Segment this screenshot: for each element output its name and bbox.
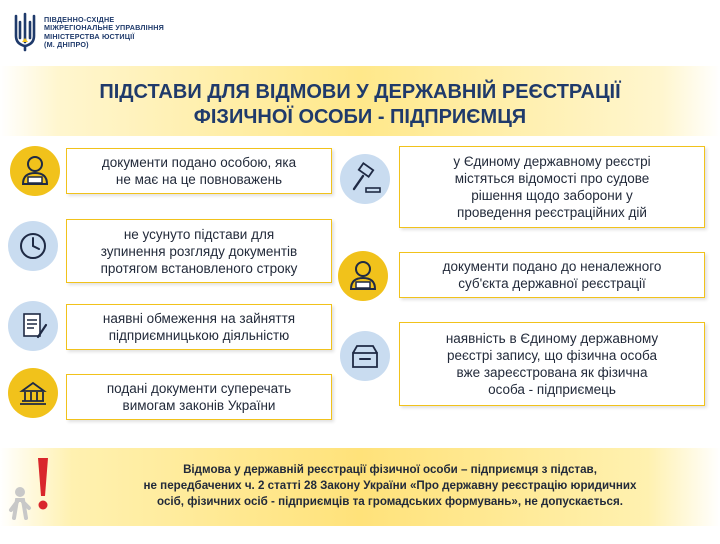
reason-line: зупинення розгляду документів xyxy=(100,243,298,259)
reason-box-business-restrictions xyxy=(66,304,332,350)
reason-line: у Єдиному державному реєстрі xyxy=(453,154,651,169)
reason-line: особа - підприємець xyxy=(488,382,616,397)
reason-line: підприємницькою діяльністю xyxy=(108,328,290,343)
reason-line: реєстрі запису, що фізична особа xyxy=(447,348,657,363)
reason-line: містяться відомості про судове xyxy=(454,171,650,186)
reason-line: не має на це повноважень xyxy=(115,172,283,187)
reason-line: наявність в Єдиному державному xyxy=(445,331,659,346)
reason-box-already-registered xyxy=(399,322,705,406)
person-icon xyxy=(10,146,60,196)
footer-line: Відмова у державній реєстрації фізичної особи – підприємця з підстав, xyxy=(183,463,597,476)
reason-box-court-decision-ban xyxy=(399,146,705,228)
title-line: ПІДСТАВИ ДЛЯ ВІДМОВИ У ДЕРЖАВНІЙ РЕЄСТРАЦІЇ xyxy=(99,81,621,103)
clock-icon xyxy=(8,221,58,271)
reason-line: вже зареєстрована як фізична xyxy=(456,365,648,380)
person-exclamation-icon xyxy=(8,452,58,522)
page-title xyxy=(0,80,720,130)
trident-icon xyxy=(12,12,38,52)
reason-line: суб'єкта державної реєстрації xyxy=(458,276,646,291)
title-line: ФІЗИЧНОЇ ОСОБИ - ПІДПРИЄМЦЯ xyxy=(193,106,527,128)
organization-name xyxy=(44,16,164,50)
reason-line: проведення реєстраційних дій xyxy=(457,205,647,220)
archive-icon xyxy=(340,331,390,381)
header xyxy=(0,0,720,64)
reason-line: подані документи суперечать xyxy=(106,381,292,396)
reason-line: наявні обмеження на зайняття xyxy=(102,311,296,326)
gavel-icon xyxy=(340,154,390,204)
reason-box-documents-contradict-laws xyxy=(66,374,332,420)
reason-box-wrong-registration-subject xyxy=(399,252,705,298)
reason-line: вимогам законів України xyxy=(122,398,276,413)
reason-box-suspension-not-removed xyxy=(66,219,332,283)
footer-line: не передбачених ч. 2 статті 28 Закону України «Про державну реєстрацію юридичних xyxy=(143,479,637,492)
footer-line: осіб, фізичних осіб - підприємців та громадських формувань», не допускається. xyxy=(157,495,623,508)
org-line: (М. ДНІПРО) xyxy=(44,40,89,50)
person-icon xyxy=(338,251,388,301)
reason-line: протягом встановленого строку xyxy=(100,260,298,276)
org-line: МІЖРЕГІОНАЛЬНЕ УПРАВЛІННЯ xyxy=(44,23,164,33)
org-line: МІНІСТЕРСТВА ЮСТИЦІЇ xyxy=(44,31,135,41)
reason-box-unauthorized-person xyxy=(66,148,332,194)
document-pen-icon xyxy=(8,301,58,351)
footer-note xyxy=(70,462,710,510)
reason-line: документи подано до неналежного xyxy=(442,259,662,274)
reason-line: рішення щодо заборони у xyxy=(471,188,633,203)
org-line: ПІВДЕННО-СХІДНЕ xyxy=(44,15,115,24)
reason-line: документи подано особою, яка xyxy=(101,155,297,170)
reason-line: не усунуто підстави для xyxy=(123,226,275,242)
parliament-icon xyxy=(8,368,58,418)
